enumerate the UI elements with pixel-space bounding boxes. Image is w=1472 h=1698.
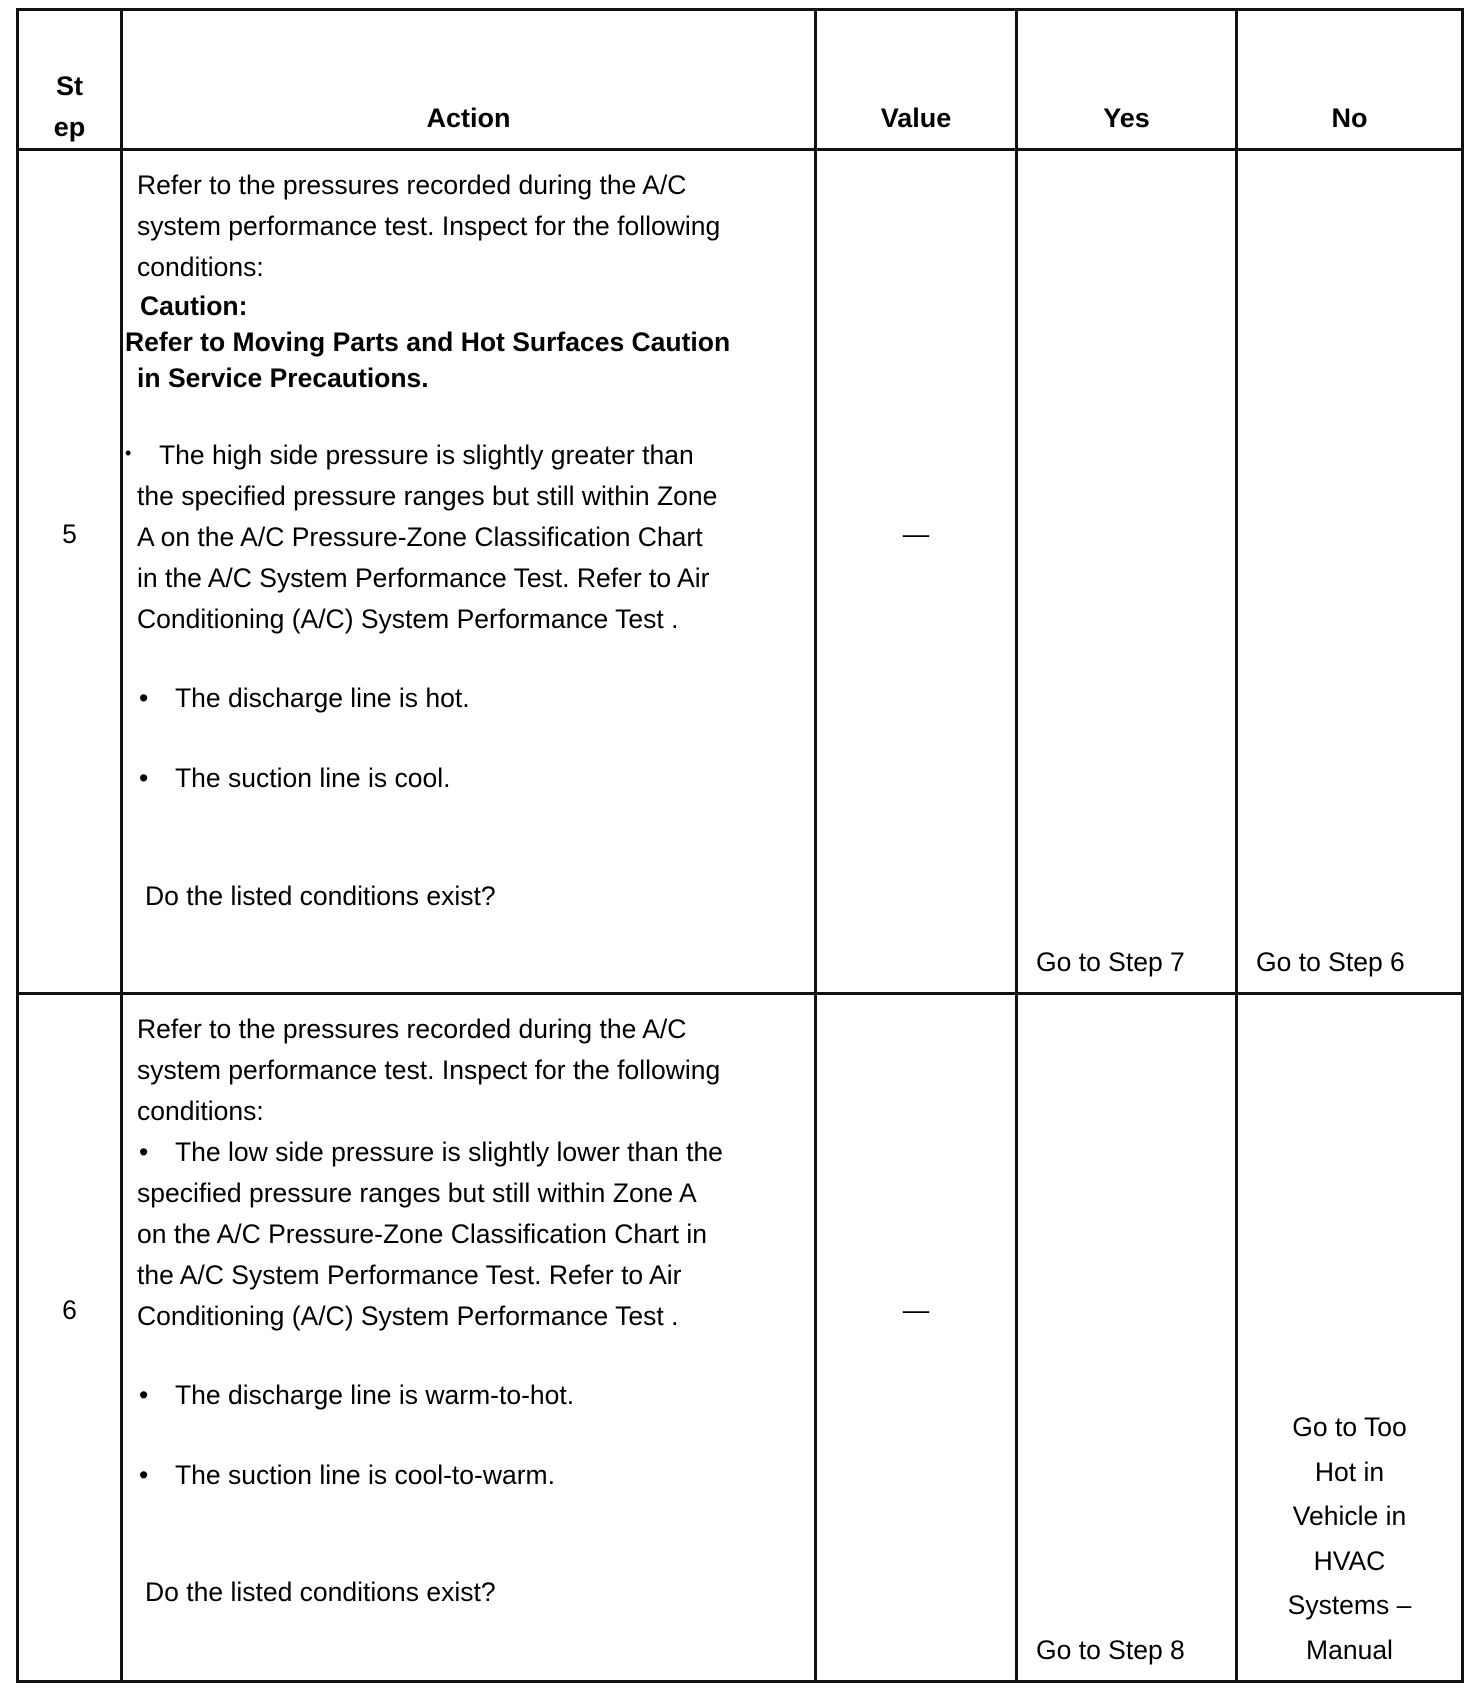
no-link-line: HVAC bbox=[1313, 1545, 1386, 1576]
value-text: — bbox=[902, 1295, 930, 1325]
bullet-text: in the A/C System Performance Test. Refer to Air bbox=[137, 563, 710, 593]
no-link-line: Manual bbox=[1306, 1634, 1393, 1665]
bullet-text: The high side pressure is slightly greater than bbox=[159, 440, 694, 470]
intro-line: system performance test. Inspect for the following bbox=[137, 211, 721, 241]
no-cell bbox=[1237, 150, 1463, 994]
yes-header: Yes bbox=[1017, 10, 1237, 150]
value-header: Value bbox=[816, 10, 1017, 150]
bullet-text: Conditioning (A/C) System Performance Test . bbox=[137, 1301, 679, 1331]
bullet-text: The low side pressure is slightly lower than the bbox=[175, 1137, 723, 1167]
bullet-icon: • bbox=[139, 1460, 149, 1490]
bullet-text: specified pressure ranges but still within Zone A bbox=[137, 1178, 697, 1208]
no-link[interactable] bbox=[1238, 1405, 1461, 1672]
table-row bbox=[18, 994, 1463, 1682]
intro-line: conditions: bbox=[137, 252, 264, 282]
caution-text-in: in bbox=[137, 363, 161, 393]
bullet-text: The discharge line is hot. bbox=[175, 683, 470, 713]
intro-line: conditions: bbox=[137, 1096, 264, 1126]
intro-line: Refer to the pressures recorded during the A/C bbox=[137, 1014, 687, 1044]
bullet-text: A on the A/C Pressure-Zone Classification Chart bbox=[137, 522, 703, 552]
bullet-text: Conditioning (A/C) System Performance Test . bbox=[137, 604, 679, 634]
action-header: Action bbox=[122, 10, 816, 150]
bullet-text: The suction line is cool-to-warm. bbox=[175, 1460, 555, 1490]
bullet-text: the specified pressure ranges but still within Zone bbox=[137, 481, 718, 511]
step-header-line-2: ep bbox=[53, 112, 86, 142]
service-precautions-link[interactable]: Service Precautions bbox=[167, 363, 422, 393]
value-text: — bbox=[902, 519, 930, 549]
no-link-line: Vehicle in bbox=[1292, 1501, 1407, 1531]
step-cell bbox=[18, 994, 122, 1682]
no-link[interactable]: Go to Step 6 bbox=[1256, 946, 1405, 977]
question-text: Do the listed conditions exist? bbox=[145, 1577, 496, 1607]
question-text: Do the listed conditions exist? bbox=[145, 881, 496, 911]
table-row bbox=[18, 150, 1463, 994]
value-cell bbox=[816, 994, 1017, 1682]
no-link-line: Hot in bbox=[1314, 1456, 1385, 1487]
caution-period: . bbox=[421, 363, 429, 393]
caution-label: Caution: bbox=[140, 291, 248, 321]
intro-line: Refer to the pressures recorded during the A/C bbox=[137, 170, 687, 200]
no-link-line: Systems – bbox=[1287, 1590, 1412, 1620]
step-header bbox=[18, 10, 122, 150]
action-cell bbox=[122, 994, 816, 1682]
yes-cell bbox=[1017, 150, 1237, 994]
bullet-icon: • bbox=[139, 1380, 149, 1410]
step-number: 5 bbox=[62, 519, 77, 549]
step-header-line-1: St bbox=[56, 71, 83, 101]
no-cell bbox=[1237, 994, 1463, 1682]
bullet-icon: • bbox=[139, 1137, 149, 1167]
step-cell bbox=[18, 150, 122, 994]
bullet-icon: • bbox=[139, 683, 149, 713]
yes-link[interactable]: Go to Step 7 bbox=[1036, 946, 1185, 977]
intro-line: system performance test. Inspect for the following bbox=[137, 1055, 721, 1085]
no-link-line: Go to Too bbox=[1292, 1412, 1407, 1442]
step-number: 6 bbox=[62, 1295, 77, 1325]
no-header: No bbox=[1237, 10, 1463, 150]
action-cell bbox=[122, 150, 816, 994]
bullet-text: the A/C System Performance Test. Refer to Air bbox=[137, 1260, 682, 1290]
diagnostic-table bbox=[16, 8, 1464, 1683]
bullet-icon: • bbox=[139, 763, 149, 793]
value-cell bbox=[816, 150, 1017, 994]
bullet-text: The suction line is cool. bbox=[175, 763, 451, 793]
bullet-icon: • bbox=[125, 443, 132, 463]
bullet-text: on the A/C Pressure-Zone Classification Chart in bbox=[137, 1219, 708, 1249]
yes-cell bbox=[1017, 994, 1237, 1682]
caution-text: Refer to Moving Parts and Hot Surfaces Caution bbox=[125, 327, 731, 357]
bullet-text: The discharge line is warm-to-hot. bbox=[175, 1380, 575, 1410]
yes-link[interactable]: Go to Step 8 bbox=[1036, 1634, 1185, 1665]
header-row bbox=[18, 10, 1463, 150]
